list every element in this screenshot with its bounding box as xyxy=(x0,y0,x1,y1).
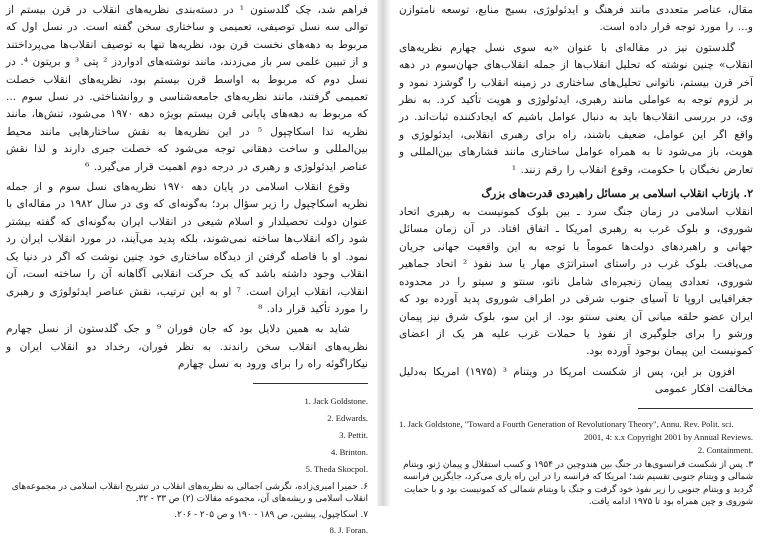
footnotes-latin xyxy=(6,393,368,479)
paragraph: افزون بر این، پس از شکست امریکا در ویتنام ³ (۱۹۷۵) امریکا به‌دلیل مخالفت افکار عمومی xyxy=(399,365,753,396)
footnote: 1. Jack Goldstone, "Toward a Fourth Generation of Revolutionary Theory", Annu. Rev. Polit. sci. 2001, 4: x.x Copyright 2001 by Annual Reviews. xyxy=(399,418,753,442)
footnote: 2. Edwards. xyxy=(327,412,368,423)
paragraph: فراهم شد، چک گلدستون ¹ در دسته‌بندی نظریه‌های انقلاب در قرن بیستم از توالی سه نسل توصیفی، تعمیمی و ساختاری سخن گفته است. در نسل اول که مربوط به دهه‌های نخست قرن بود، نظریه‌ها تنها به توصیف انقلاب‌ها می‌پرداختند و از تبیین علمی سر باز می‌زدند، مانند نوشته‌های ادواردز ² پتی ³ و بریتون ⁴. در نسل دوم که مربوط به اواسط قرن بیستم بود، نظریه‌های انقلاب خصلت تعمیمی گرفتند، مانند نظریه‌های جامعه‌شناسی و روانشناختی. در نسل سوم ... که مربوط به دهه‌های پایانی قرن بیستم بویژه دهه ۱۹۷۰ می‌شود، تنش‌ها، مانند نظریه تدا اسکاچپول ⁵ در این نظریه‌ها به نقش ساختارهایی مانند محیط بین‌المللی و ساخت دهقانی توجه می‌شود که خصلت جبری دارند و لذا نقش عناصر ایدئولوژی و رهبری در درجه دوم اهمیت قرار می‌گیرد. ⁶ xyxy=(6,4,368,173)
paragraph: مقال، عناصر متعددی مانند فرهنگ و ایدئولوژی، بسیج منابع، توسعه نامتوازن و... را مورد توجه قرار داده است. xyxy=(399,4,753,34)
section-heading: ۲. بازتاب انقلاب اسلامی بر مسائل راهبردی قدرت‌های بزرگ xyxy=(481,187,753,201)
footnote: 1. Jack Goldstone. xyxy=(304,395,368,406)
footnote: 5. Theda Skocpol. xyxy=(305,464,368,475)
right-page xyxy=(391,0,768,506)
paragraph: انقلاب اسلامی در زمان جنگ سرد ـ بین بلوک کمونیست به رهبری اتحاد شوروی، و بلوک غرب به رهبری امریکا ـ اتفاق افتاد. در آن زمان مسائل جهانی و راهبردهای دولت‌ها عموماً با توجه به این واقعیت جهانی جریان می‌یافت. بلوک غرب در راستای استراتژی مهار یا سد نفوذ ² اتحاد جماهیر شوروی، تعدادی پیمان زنجیره‌ای شامل ناتو، سنتو و سیتو را در محدوده جغرافیایی اروپا تا آسیای جنوب شرقی در اطراف شوروی پدید آورده بود که ایران عضو حلقه میانی آن یعنی سنتو بود. از این سو، بلوک شرق نیز پیمان ورشو را برای جلوگیری از نفوذ یا حملات غرب علیه هر یک از اعضای کمونیست این پیمان بوجود آورده بود. xyxy=(399,206,753,358)
footnote: 2. Containment. xyxy=(697,444,753,455)
footnote: 3. Pettit. xyxy=(339,429,368,440)
left-page xyxy=(0,0,378,536)
footnote-divider xyxy=(253,383,368,384)
footnote: 4. Brinton. xyxy=(330,447,368,458)
paragraph: وقوع انقلاب اسلامی در پایان دهه ۱۹۷۰ نظریه‌های نسل سوم و از جمله نظریه اسکاچپول را زیر سؤال برد؛ به‌گونه‌ای که وی در سال ۱۹۸۲ در مقاله‌ای با عنوان دولت تحصیلدار و اسلام شیعی در انقلاب ایران به‌گونه‌ای که گفته بیشتر شود راکه انقلاب‌ها ساخته نمی‌شوند، بلکه پدید می‌آیند، در مورد انقلاب ایران رد نمود. او با فاصله گرفتن از دیدگاه ساختاری خود چنین نوشت که اگر در دنیا یک انقلاب وجود داشته باشد که یک حرکت انقلابی آگاهانه آن را ساخته است، آن انقلاب، انقلاب ایران است. ⁷ او به این ترتیب، نقش عناصر ایدئولوژی و رهبری را مورد تأکید قرار داد. ⁸ xyxy=(6,181,368,315)
footnote: ۳. پس از شکست فرانسوی‌ها در جنگ بین هندوچین در ۱۹۵۴ و کسب استقلال و پیمان ژنو، ویتنام شمالی و ویتنام جنوبی تقسیم شد؛ امریکا که فرانسه را در این راه یاری می‌کرد، جایگزین فرانسه گردید و ویتنام جنوبی را زیر نفوذ خود گرفت و جنگ با ویتنام شمالی که کمونیست بود و با حمایت شوروی و چین همراه بود تا ۱۹۷۵ ادامه یافت. xyxy=(403,459,753,508)
paragraph: شاید به همین دلایل بود که جان فوران ⁹ و جک گلدستون از نسل چهارم نظریه‌های انقلاب سخن راندند. به نظر فوران، رخداد دو انقلاب ایران و نیکاراگوئه راه را برای ورود به نسل چهارم xyxy=(6,323,368,371)
footnote: ۶. حمیرا امیری‌زاده، نگرشی اجمالی به نظریه‌های انقلاب در تشریح انقلاب اسلامی در مجموعه‌های انقلاب اسلامی و ریشه‌های آن، مجموعه مقالات (۲) ص ۳۳ - ۳۲. xyxy=(11,481,368,505)
footnote: ۷. اسکاچپول، پیشین، ص ۱۸۹ - ۱۹۰ و ص ۲۰۵ - ۲۰۶. xyxy=(174,509,368,520)
footnote-divider xyxy=(638,408,753,409)
paragraph: گلدستون نیز در مقاله‌ای با عنوان «به سوی نسل چهارم نظریه‌های انقلاب» چنین نوشته که تحلیل انقلاب‌ها از جمله انقلاب‌های جهان‌سوم در دهه آخر قرن بیستم، ناتوانی تحلیل‌های ساختاری در زمینه انقلاب را گوشزد نمود و بر لزوم توجه به عواملی مانند رهبری، ایدئولوژی و هویت تأکید کرد. به نظر وی، در بررسی انقلاب‌ها باید به دنبال عوامل باشیم که ایجادکننده ثبات‌اند. در واقع اگر این عوامل، ضعیف باشند، راه برای رهبری انقلابی، ایدئولوژی و هویت، باز می‌شود تا به همراه عوامل ساختاری مانند فشارهای بین‌المللی و تعارض نخبگان با حکومت، وقوع انقلاب را رقم زنند. ¹ xyxy=(399,41,753,176)
footnote: 8. J. Foran. xyxy=(329,525,368,536)
book-gutter xyxy=(377,0,391,506)
right-page-body xyxy=(399,2,753,512)
left-page-body xyxy=(6,2,368,537)
